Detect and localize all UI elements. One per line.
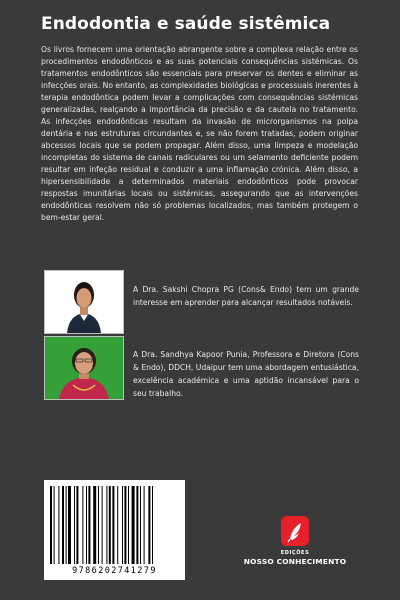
barcode [44, 480, 185, 580]
book-blurb: Os livros fornecem uma orientação abrangente sobre a complexa relação entre os procedimentos endodônticos e as suas potenciais consequências sistémicas. Os tratamentos endodônticos são essenciais para preservar os dentes e eliminar as infecções orais. No entanto, as complexidades biológicas e processuais inerentes à terapia endodôntica podem levar a complicações com consequências sistémicas generalizadas, realçando a importância da precisão e da cautela no tratamento. As infecções endodônticas resultam da invasão de microrganismos na polpa dentária e nas estruturas circundantes e, se não forem tratadas, podem originar abcessos locais que se podem propagar. Além disso, uma limpeza e modelação incompletas do sistema de canais radiculares ou um selamento deficiente podem resultar em infeção residual e conduzir a uma inflamação crónica. Além disso, a hipersensibilidade a determinados materiais endodônticos pode provocar respostas imunitárias locais ou sistémicas, assegurando que as intervenções endodônticas resolvem não só problemas localizados, mas também protegem o bem-estar geral. [41, 45, 358, 222]
author-bio-2: A Dra. Sandhya Kapoor Punia, Professora e Diretora (Cons & Endo), DDCH, Udaipur tem uma abordagem entusiástica, excelência académica e uma aptidão incansável para o seu trabalho. [133, 350, 359, 398]
author-photo-1 [44, 270, 124, 334]
author-photo-2 [44, 336, 124, 400]
publisher-logo [281, 516, 309, 546]
publisher-line1: EDIÇÕES [280, 550, 310, 556]
publisher-name: NOSSO CONHECIMENTO [243, 557, 347, 566]
publisher-block [240, 516, 350, 566]
barcode-bars [50, 486, 179, 564]
barcode-digits: 9786202741279 [72, 566, 157, 576]
author-bio-1: A Dra. Sakshi Chopra PG (Cons& Endo) tem um grande interesse em aprender para alcançar resultados notáveis. [133, 285, 359, 307]
book-title: Endodontia e saúde sistêmica [41, 14, 331, 34]
